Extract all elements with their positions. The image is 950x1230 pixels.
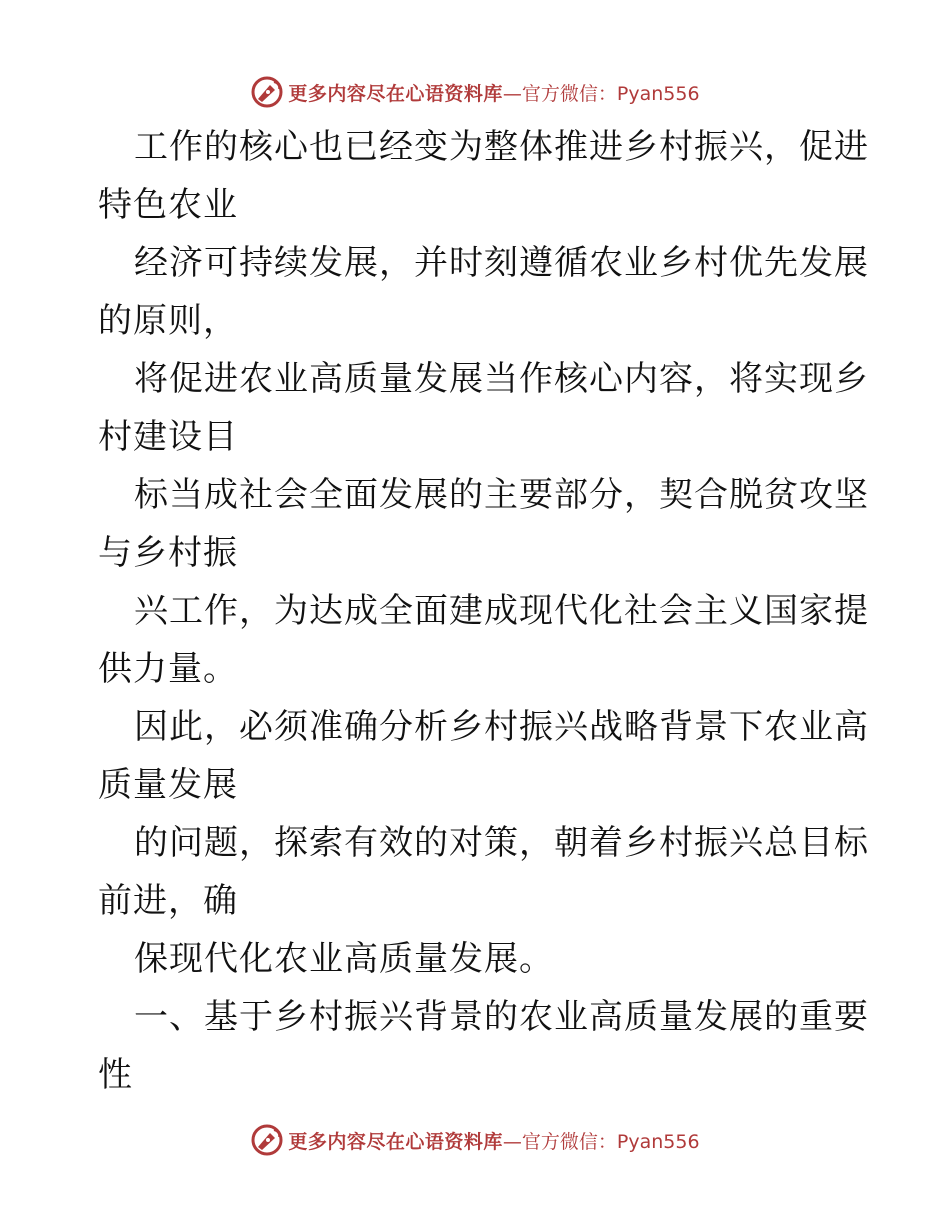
header-wechat-text: —官方微信：Pyan556	[502, 82, 700, 105]
body-line: 前进，确	[98, 881, 238, 921]
body-line: 的原则，	[98, 301, 238, 341]
body-line: 村建设目	[98, 417, 238, 457]
pen-nib-logo-icon	[250, 75, 284, 109]
body-line: 供力量。	[98, 649, 238, 689]
pen-nib-logo-icon	[250, 1123, 284, 1157]
section-heading: 一、基于乡村振兴背景的农业高质量发展的重要	[134, 997, 869, 1037]
body-line: 工作的核心也已经变为整体推进乡村振兴，促进	[134, 127, 869, 167]
document-body	[98, 118, 869, 1104]
header-site-text: 更多内容尽在心语资料库	[288, 82, 503, 105]
footer-wechat-text: —官方微信：Pyan556	[502, 1130, 700, 1153]
header-banner	[0, 72, 950, 112]
body-line: 经济可持续发展，并时刻遵循农业乡村优先发展	[134, 243, 869, 283]
body-line: 的问题，探索有效的对策，朝着乡村振兴总目标	[134, 823, 869, 863]
section-heading-continuation: 性	[98, 1055, 133, 1095]
body-line: 与乡村振	[98, 533, 238, 573]
footer-site-text: 更多内容尽在心语资料库	[288, 1130, 503, 1153]
body-line: 保现代化农业高质量发展。	[134, 939, 554, 979]
body-line: 质量发展	[98, 765, 238, 805]
footer-banner	[0, 1120, 950, 1160]
body-line: 标当成社会全面发展的主要部分，契合脱贫攻坚	[134, 475, 869, 515]
body-line: 因此，必须准确分析乡村振兴战略背景下农业高	[134, 707, 869, 747]
body-line: 特色农业	[98, 185, 238, 225]
body-line: 将促进农业高质量发展当作核心内容，将实现乡	[134, 359, 869, 399]
body-line: 兴工作，为达成全面建成现代化社会主义国家提	[134, 591, 869, 631]
